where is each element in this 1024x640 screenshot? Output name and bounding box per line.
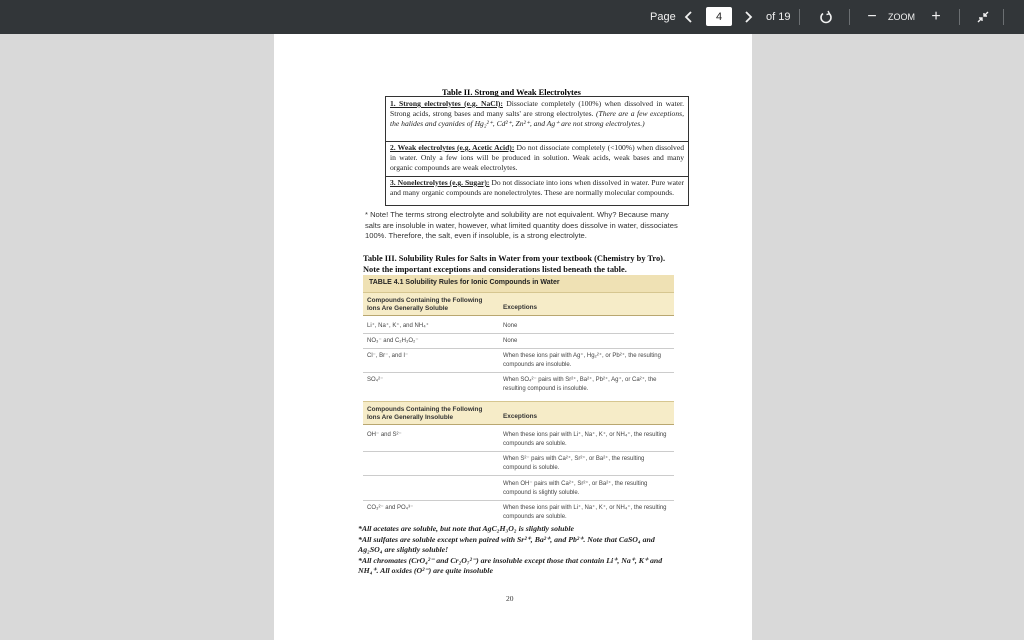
row-divider [363,348,674,349]
row-divider [363,333,674,334]
insoluble-header [363,401,674,425]
exceptions-cell: None [503,323,518,329]
chevron-right-icon[interactable] [738,0,758,34]
toolbar-divider [799,9,800,25]
row-divider [363,475,674,476]
weak-electrolytes-text [390,143,684,173]
page-number-input[interactable]: 4 [706,7,732,26]
ions-cell: NO₃⁻ and C₂H₃O₂⁻ [367,338,419,344]
table2-title: Table II. Strong and Weak Electrolytes [442,88,581,97]
toolbar-divider [1003,9,1004,25]
chevron-left-icon[interactable] [679,0,699,34]
divider [386,141,688,142]
page-count: of 19 [766,11,791,23]
table-caption: TABLE 4.1 Solubility Rules for Ionic Compounds in Water [363,275,674,292]
divider [386,176,688,177]
collapse-icon[interactable] [973,0,993,34]
non-body: Do not dissociate into ions when dissolved in water. Pure water and many organic compounds are nonelectrolytes. These are normally molecular compounds. [390,178,685,197]
note-paragraph: * Note! The terms strong electrolyte and solubility are not equivalent. Why? Because many salts are insoluble in water, however, what limited quantity does dissolve in water, dissociates 100%. Therefore, the salt, even if insoluble, is a strong electrolyte. [365,210,678,240]
ions-cell: SO₄²⁻ [367,377,384,383]
row-divider [363,372,674,373]
page-label: Page [650,11,676,23]
exceptions-cell: None [503,338,518,344]
zoom-label: ZOOM [888,12,915,22]
row-divider [363,500,674,501]
weak-body: Do not dissociate completely (<100%) when dissolved in water. Only a few ions will be produced in solution. Weak acids, weak bases and many organic compounds are weak electrolytes. [390,143,684,172]
exceptions-cell: When these ions pair with Li⁺, Na⁺, K⁺, or NH₄⁺, the resulting compounds are soluble. [503,432,667,447]
exceptions-cell: When these ions pair with Ag⁺, Hg₂²⁺, or Pb²⁺, the resulting compounds are insoluble. [503,353,661,368]
exceptions-cell: When these ions pair with Li⁺, Na⁺, K⁺, or NH₄⁺, the resulting compounds are soluble. [503,505,667,520]
electrolytes-box [385,96,689,206]
row-divider [363,451,674,452]
toolbar-divider [959,9,960,25]
ions-cell: Li⁺, Na⁺, K⁺, and NH₄⁺ [367,323,429,329]
exceptions-header: Exceptions [503,304,538,311]
strong-electrolytes-text [390,99,684,129]
weak-heading: 2. Weak electrolytes (e.g. Acetic Acid): [390,143,515,152]
ions-cell: CO₃²⁻ and PO₄³⁻ [367,505,414,511]
pdf-toolbar [0,0,1024,34]
exceptions-cell: When SO₄²⁻ pairs with Sr²⁺, Ba²⁺, Pb²⁺, Ag⁺, or Ca²⁺, the resulting compound is insoluble. [503,377,657,392]
toolbar-divider [849,9,850,25]
footnote-sulfates: *All sulfates are soluble except when paired with Sr²⁺, Ba²⁺, and Pb²⁺. Note that CaSO₄ and Ag₂SO₄ are slightly soluble! [358,534,655,555]
table3-title: Table III. Solubility Rules for Salts in Water from your textbook (Chemistry by Tro). Note the important exceptions and considerations listed beneath the table. [363,254,666,274]
zoom-out-button[interactable]: − [867,8,877,25]
footnotes [358,524,678,577]
soluble-header [363,292,674,316]
ions-cell: OH⁻ and S²⁻ [367,432,402,438]
non-heading: 3. Nonelectrolytes (e.g. Sugar): [390,178,490,187]
footnote-chromates: *All chromates (CrO₄²⁻ and Cr₂O₇²⁻) are insoluble except those that contain Li⁺, Na⁺, K⁺ and NH₄⁺. All oxides (O²⁻) are quite insoluble [358,555,663,576]
ions-cell: Cl⁻, Br⁻, and I⁻ [367,353,409,359]
soluble-header-label: Compounds Containing the Following Ions Are Generally Soluble [367,297,483,312]
strong-exceptions: (There are a few exceptions, the halides and cyanides of Hg₂²⁺, Cd²⁺, Zn²⁺, and Ag⁺ are not strong electrolytes.) [390,109,684,128]
zoom-in-button[interactable]: + [931,8,941,25]
rotate-icon[interactable] [816,0,836,34]
footnote-acetates: *All acetates are soluble, but note that AgC₂H₃O₂ is slightly soluble [358,524,575,533]
strong-body: Dissociate completely (100%) when dissolved in water. Strong acids, strong bases and many salts' are strong electrolytes. [390,99,684,118]
document-page [274,34,752,640]
strong-heading: 1. Strong electrolytes (e.g. NaCl): [390,99,503,108]
page-number: 20 [506,594,514,603]
exceptions-header: Exceptions [503,413,538,420]
insoluble-header-label: Compounds Containing the Following Ions Are Generally Insoluble [367,406,483,421]
nonelectrolytes-text [390,178,684,198]
exceptions-cell: When S²⁻ pairs with Ca²⁺, Sr²⁺, or Ba²⁺, the resulting compound is soluble. [503,456,645,471]
exceptions-cell: When OH⁻ pairs with Ca²⁺, Sr²⁺, or Ba²⁺, the resulting compound is slightly soluble. [503,481,648,496]
